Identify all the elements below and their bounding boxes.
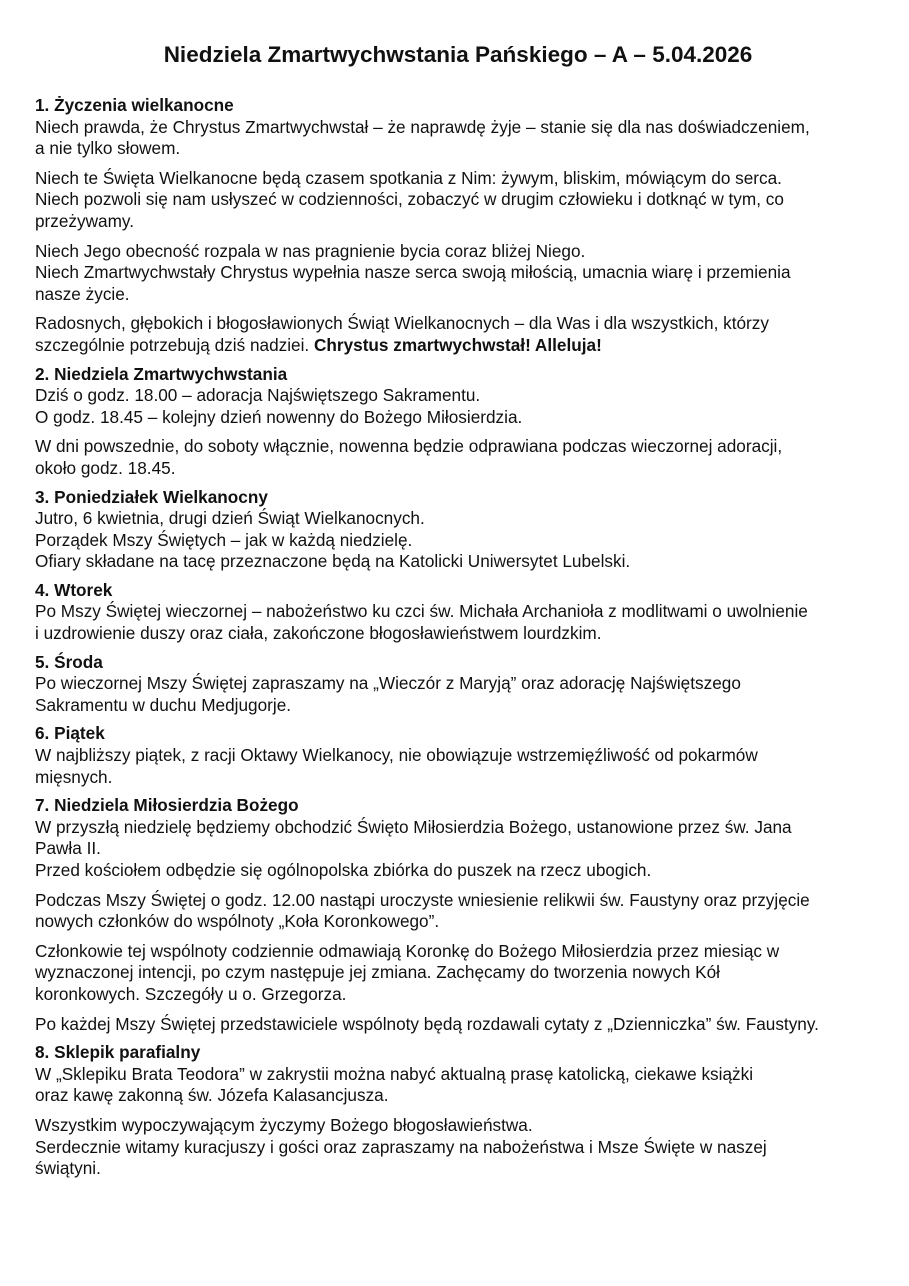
- section-heading: 4. Wtorek: [35, 579, 113, 600]
- section-heading: 2. Niedziela Zmartwychwstania: [35, 363, 288, 384]
- text-line: Porządek Mszy Świętych – jak w każdą niedzielę.: [35, 529, 413, 550]
- text-line: Członkowie tej wspólnoty codziennie odmawiają Koronkę do Bożego Miłosierdzia przez miesiąc w: [35, 940, 780, 961]
- section-heading: 6. Piątek: [35, 723, 105, 744]
- text-line: W przyszłą niedzielę będziemy obchodzić Święto Miłosierdzia Bożego, ustanowione przez św. Jana: [35, 816, 792, 837]
- text-line: Niech te Święta Wielkanocne będą czasem spotkania z Nim: żywym, bliskim, mówiącym do serca.: [35, 167, 782, 188]
- text-line: Po Mszy Świętej wieczornej – nabożeństwo ku czci św. Michała Archanioła z modlitwami o uwolnienie: [35, 601, 808, 622]
- text-line: a nie tylko słowem.: [35, 138, 181, 159]
- paragraph: [35, 436, 873, 479]
- text-line: Dziś o godz. 18.00 – adoracja Najświętszego Sakramentu.: [35, 385, 481, 406]
- text-line: nasze życie.: [35, 283, 130, 304]
- announcement-section: [35, 1042, 873, 1180]
- text-line: Niech prawda, że Chrystus Zmartwychwstał – że naprawdę żyje – stanie się dla nas doświadczeniem,: [35, 116, 810, 137]
- text-line: Pawła II.: [35, 838, 101, 859]
- text-line: oraz kawę zakonną św. Józefa Kalasancjusza.: [35, 1085, 389, 1106]
- text-line: Niech Jego obecność rozpala w nas pragnienie bycia coraz bliżej Niego.: [35, 240, 586, 261]
- text-line: Wszystkim wypoczywającym życzymy Bożego błogosławieństwa.: [35, 1114, 533, 1135]
- text-line: wyznaczonej intencji, po czym następuje jej zmiana. Zachęcamy do tworzenia nowych Kół: [35, 962, 720, 983]
- text-line: koronkowych. Szczegóły u o. Grzegorza.: [35, 983, 347, 1004]
- text-line: W dni powszednie, do soboty włącznie, nowenna będzie odprawiana podczas wieczornej adoracji,: [35, 436, 783, 457]
- text-line: mięsnych.: [35, 766, 113, 787]
- paragraph: [35, 1014, 873, 1036]
- paragraph: [35, 241, 873, 306]
- section-heading: 8. Sklepik parafialny: [35, 1042, 201, 1063]
- announcement-section: [35, 652, 873, 717]
- paragraph: [35, 941, 873, 1006]
- text-line: Sakramentu w duchu Medjugorje.: [35, 694, 292, 715]
- text-line: Serdecznie witamy kuracjuszy i gości oraz zapraszamy na nabożeństwa i Msze Święte w naszej: [35, 1136, 767, 1157]
- paragraph: [35, 745, 873, 788]
- text-line: przeżywamy.: [35, 210, 135, 231]
- text-line: szczególnie potrzebują dziś nadziei.: [35, 334, 314, 355]
- paragraph: [35, 1064, 873, 1107]
- section-heading: 5. Środa: [35, 651, 103, 672]
- text-line: Po wieczornej Mszy Świętej zapraszamy na „Wieczór z Maryją” oraz adorację Najświętszego: [35, 673, 741, 694]
- paragraph: [35, 1115, 873, 1180]
- text-line: i uzdrowienie duszy oraz ciała, zakończone błogosławieństwem lourdzkim.: [35, 623, 602, 644]
- announcement-section: [35, 95, 873, 357]
- text-line: W najbliższy piątek, z racji Oktawy Wielkanocy, nie obowiązuje wstrzemięźliwość od pokarmów: [35, 745, 758, 766]
- text-line: około godz. 18.45.: [35, 457, 176, 478]
- announcement-section: [35, 364, 873, 480]
- document-title: Niedziela Zmartwychwstania Pańskiego – A – 5.04.2026: [163, 42, 753, 67]
- announcements-list: [35, 95, 873, 1180]
- text-line: Po każdej Mszy Świętej przedstawiciele wspólnoty będą rozdawali cytaty z „Dzienniczka” św. Faustyny.: [35, 1013, 819, 1034]
- text-line: Ofiary składane na tacę przeznaczone będą na Katolicki Uniwersytet Lubelski.: [35, 551, 631, 572]
- section-heading: 7. Niedziela Miłosierdzia Bożego: [35, 795, 299, 816]
- paragraph: [35, 890, 873, 933]
- announcement-section: [35, 795, 873, 1035]
- section-heading: 3. Poniedziałek Wielkanocny: [35, 486, 268, 507]
- paragraph: [35, 313, 873, 356]
- paragraph: [35, 168, 873, 233]
- text-line: Podczas Mszy Świętej o godz. 12.00 nastąpi uroczyste wniesienie relikwii św. Faustyny oraz przyjęcie: [35, 889, 810, 910]
- paragraph: [35, 673, 873, 716]
- announcement-section: [35, 487, 873, 573]
- text-line: Przed kościołem odbędzie się ogólnopolska zbiórka do puszek na rzecz ubogich.: [35, 860, 652, 880]
- text-line: W „Sklepiku Brata Teodora” w zakrystii można nabyć aktualną prasę katolicką, ciekawe książki: [35, 1063, 754, 1084]
- text-line: Niech Zmartwychwstały Chrystus wypełnia nasze serca swoją miłością, umacnia wiarę i przemienia: [35, 262, 791, 283]
- paragraph: [35, 601, 873, 644]
- section-heading: 1. Życzenia wielkanocne: [35, 95, 234, 115]
- announcement-section: [35, 723, 873, 788]
- paragraph: [35, 385, 873, 428]
- paragraph: [35, 817, 873, 882]
- text-line: świątyni.: [35, 1158, 101, 1179]
- paragraph: [35, 117, 873, 160]
- text-line: Radosnych, głębokich i błogosławionych Świąt Wielkanocnych – dla Was i dla wszystkich, którzy: [35, 313, 769, 334]
- emphasis-text: Chrystus zmartwychwstał! Alleluja!: [313, 334, 602, 355]
- announcement-section: [35, 580, 873, 645]
- text-line: nowych członków do wspólnoty „Koła Koronkowego”.: [35, 911, 440, 932]
- text-line: O godz. 18.45 – kolejny dzień nowenny do Bożego Miłosierdzia.: [35, 406, 523, 427]
- text-line: Niech pozwoli się nam usłyszeć w codzienności, zobaczyć w drugim człowieku i dotknąć w tym, co: [35, 189, 784, 210]
- paragraph: [35, 508, 873, 573]
- text-line: Jutro, 6 kwietnia, drugi dzień Świąt Wielkanocnych.: [35, 508, 425, 529]
